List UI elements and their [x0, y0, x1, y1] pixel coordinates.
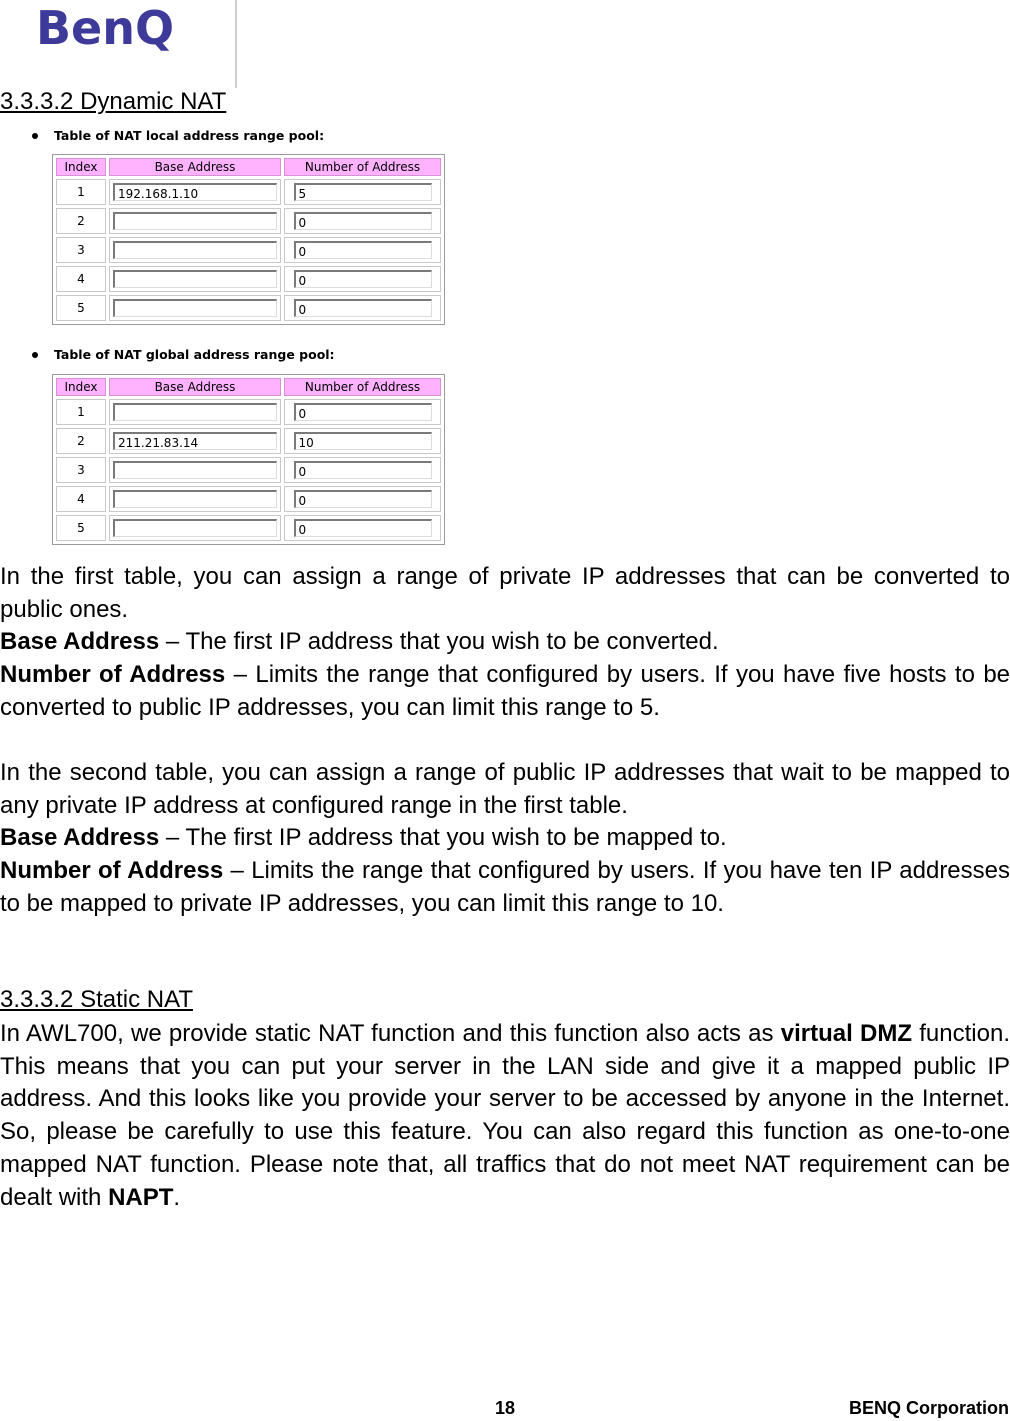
table-row: [56, 237, 441, 263]
table-row: [56, 295, 441, 321]
benq-logo: [34, 4, 206, 52]
base-address-input[interactable]: 192.168.1.10: [113, 183, 277, 201]
number-of-address-description-2: Number of Address – Limits the range that configured by users. If you have ten IP addresses to be mapped to private IP addresses, you can limit this range to 10.: [0, 857, 1010, 917]
number-of-address-input[interactable]: 5: [294, 183, 432, 201]
local-pool-table: [52, 154, 445, 325]
column-header-base-address: Base Address: [109, 158, 281, 176]
number-of-address-input[interactable]: 10: [294, 432, 432, 450]
row-index: 2: [56, 428, 106, 454]
table-row: [56, 399, 441, 425]
base-address-input[interactable]: [113, 241, 277, 259]
table-row: [56, 515, 441, 541]
number-of-address-input[interactable]: 0: [294, 299, 432, 317]
page-number: 18: [495, 1398, 516, 1418]
column-header-number-of-address: Number of Address: [284, 378, 441, 396]
header-divider: [235, 0, 237, 88]
number-of-address-input[interactable]: 0: [294, 490, 432, 508]
column-header-number-of-address: Number of Address: [284, 158, 441, 176]
virtual-dmz-term: virtual DMZ: [780, 1020, 913, 1047]
row-index: 3: [56, 457, 106, 483]
static-nat-paragraph: In AWL700, we provide static NAT function and this function also acts as virtual DMZ function. This means that you can put your server in the LAN side and give it a mapped public IP address. And this looks like you provide your server to be accessed by anyone in the Internet. So, please be carefully to use this feature. You can also regard this function as one-to-one mapped NAT function. Please note that, all traffics that do not meet NAT requirement can be dealt with NAPT.: [0, 1020, 1010, 1211]
base-address-input[interactable]: [113, 461, 277, 479]
number-of-address-description-1: Number of Address – Limits the range that configured by users. If you have five hosts to be converted to public IP addresses, you can limit this range to 5.: [0, 661, 1010, 721]
number-of-address-label: Number of Address: [0, 857, 224, 885]
base-address-description-1: Base Address – The first IP address that you wish to be converted.: [0, 628, 719, 656]
number-of-address-input[interactable]: 0: [294, 461, 432, 479]
row-index: 3: [56, 237, 106, 263]
logo-text: BenQ: [36, 4, 175, 52]
footer-company: BENQ Corporation: [849, 1398, 1009, 1418]
local-pool-title: Table of NAT local address range pool:: [28, 128, 324, 144]
base-address-input[interactable]: [113, 403, 277, 421]
row-index: 5: [56, 295, 106, 321]
bullet-icon: [32, 133, 38, 139]
column-header-index: Index: [56, 158, 106, 176]
base-address-input[interactable]: 211.21.83.14: [113, 432, 277, 450]
base-address-input[interactable]: [113, 270, 277, 288]
table-row: [56, 208, 441, 234]
row-index: 5: [56, 515, 106, 541]
second-table-intro: In the second table, you can assign a range of public IP addresses that wait to be mapped to any private IP address at configured range in the first table.: [0, 759, 1010, 819]
table-row: [56, 486, 441, 512]
table-row: [56, 457, 441, 483]
first-table-intro: In the first table, you can assign a range of private IP addresses that can be converted to public ones.: [0, 563, 1010, 623]
number-of-address-input[interactable]: 0: [294, 212, 432, 230]
base-address-input[interactable]: [113, 519, 277, 537]
row-index: 4: [56, 486, 106, 512]
row-index: 4: [56, 266, 106, 292]
base-address-input[interactable]: [113, 490, 277, 508]
number-of-address-input[interactable]: 0: [294, 241, 432, 259]
global-pool-table: [52, 374, 445, 545]
table-row: [56, 428, 441, 454]
dynamic-nat-heading: 3.3.3.2 Dynamic NAT: [0, 88, 227, 115]
column-header-index: Index: [56, 378, 106, 396]
global-pool-title: Table of NAT global address range pool:: [28, 347, 335, 363]
row-index: 1: [56, 179, 106, 205]
row-index: 2: [56, 208, 106, 234]
base-address-input[interactable]: [113, 299, 277, 317]
column-header-base-address: Base Address: [109, 378, 281, 396]
row-index: 1: [56, 399, 106, 425]
number-of-address-input[interactable]: 0: [294, 270, 432, 288]
base-address-input[interactable]: [113, 212, 277, 230]
table-row: [56, 179, 441, 205]
table-row: [56, 266, 441, 292]
number-of-address-input[interactable]: 0: [294, 519, 432, 537]
table-header-row: [56, 158, 441, 176]
base-address-label: Base Address: [0, 824, 160, 852]
first-table-paragraph: [0, 561, 1010, 725]
number-of-address-label: Number of Address: [0, 661, 226, 689]
base-address-label: Base Address: [0, 628, 160, 656]
base-address-description-2: Base Address – The first IP address that you wish to be mapped to.: [0, 824, 727, 852]
bullet-icon: [32, 352, 38, 358]
table-header-row: [56, 378, 441, 396]
napt-term: NAPT: [108, 1183, 174, 1211]
number-of-address-input[interactable]: 0: [294, 403, 432, 421]
second-table-paragraph: [0, 757, 1010, 921]
static-nat-heading: 3.3.3.2 Static NAT: [0, 986, 193, 1013]
